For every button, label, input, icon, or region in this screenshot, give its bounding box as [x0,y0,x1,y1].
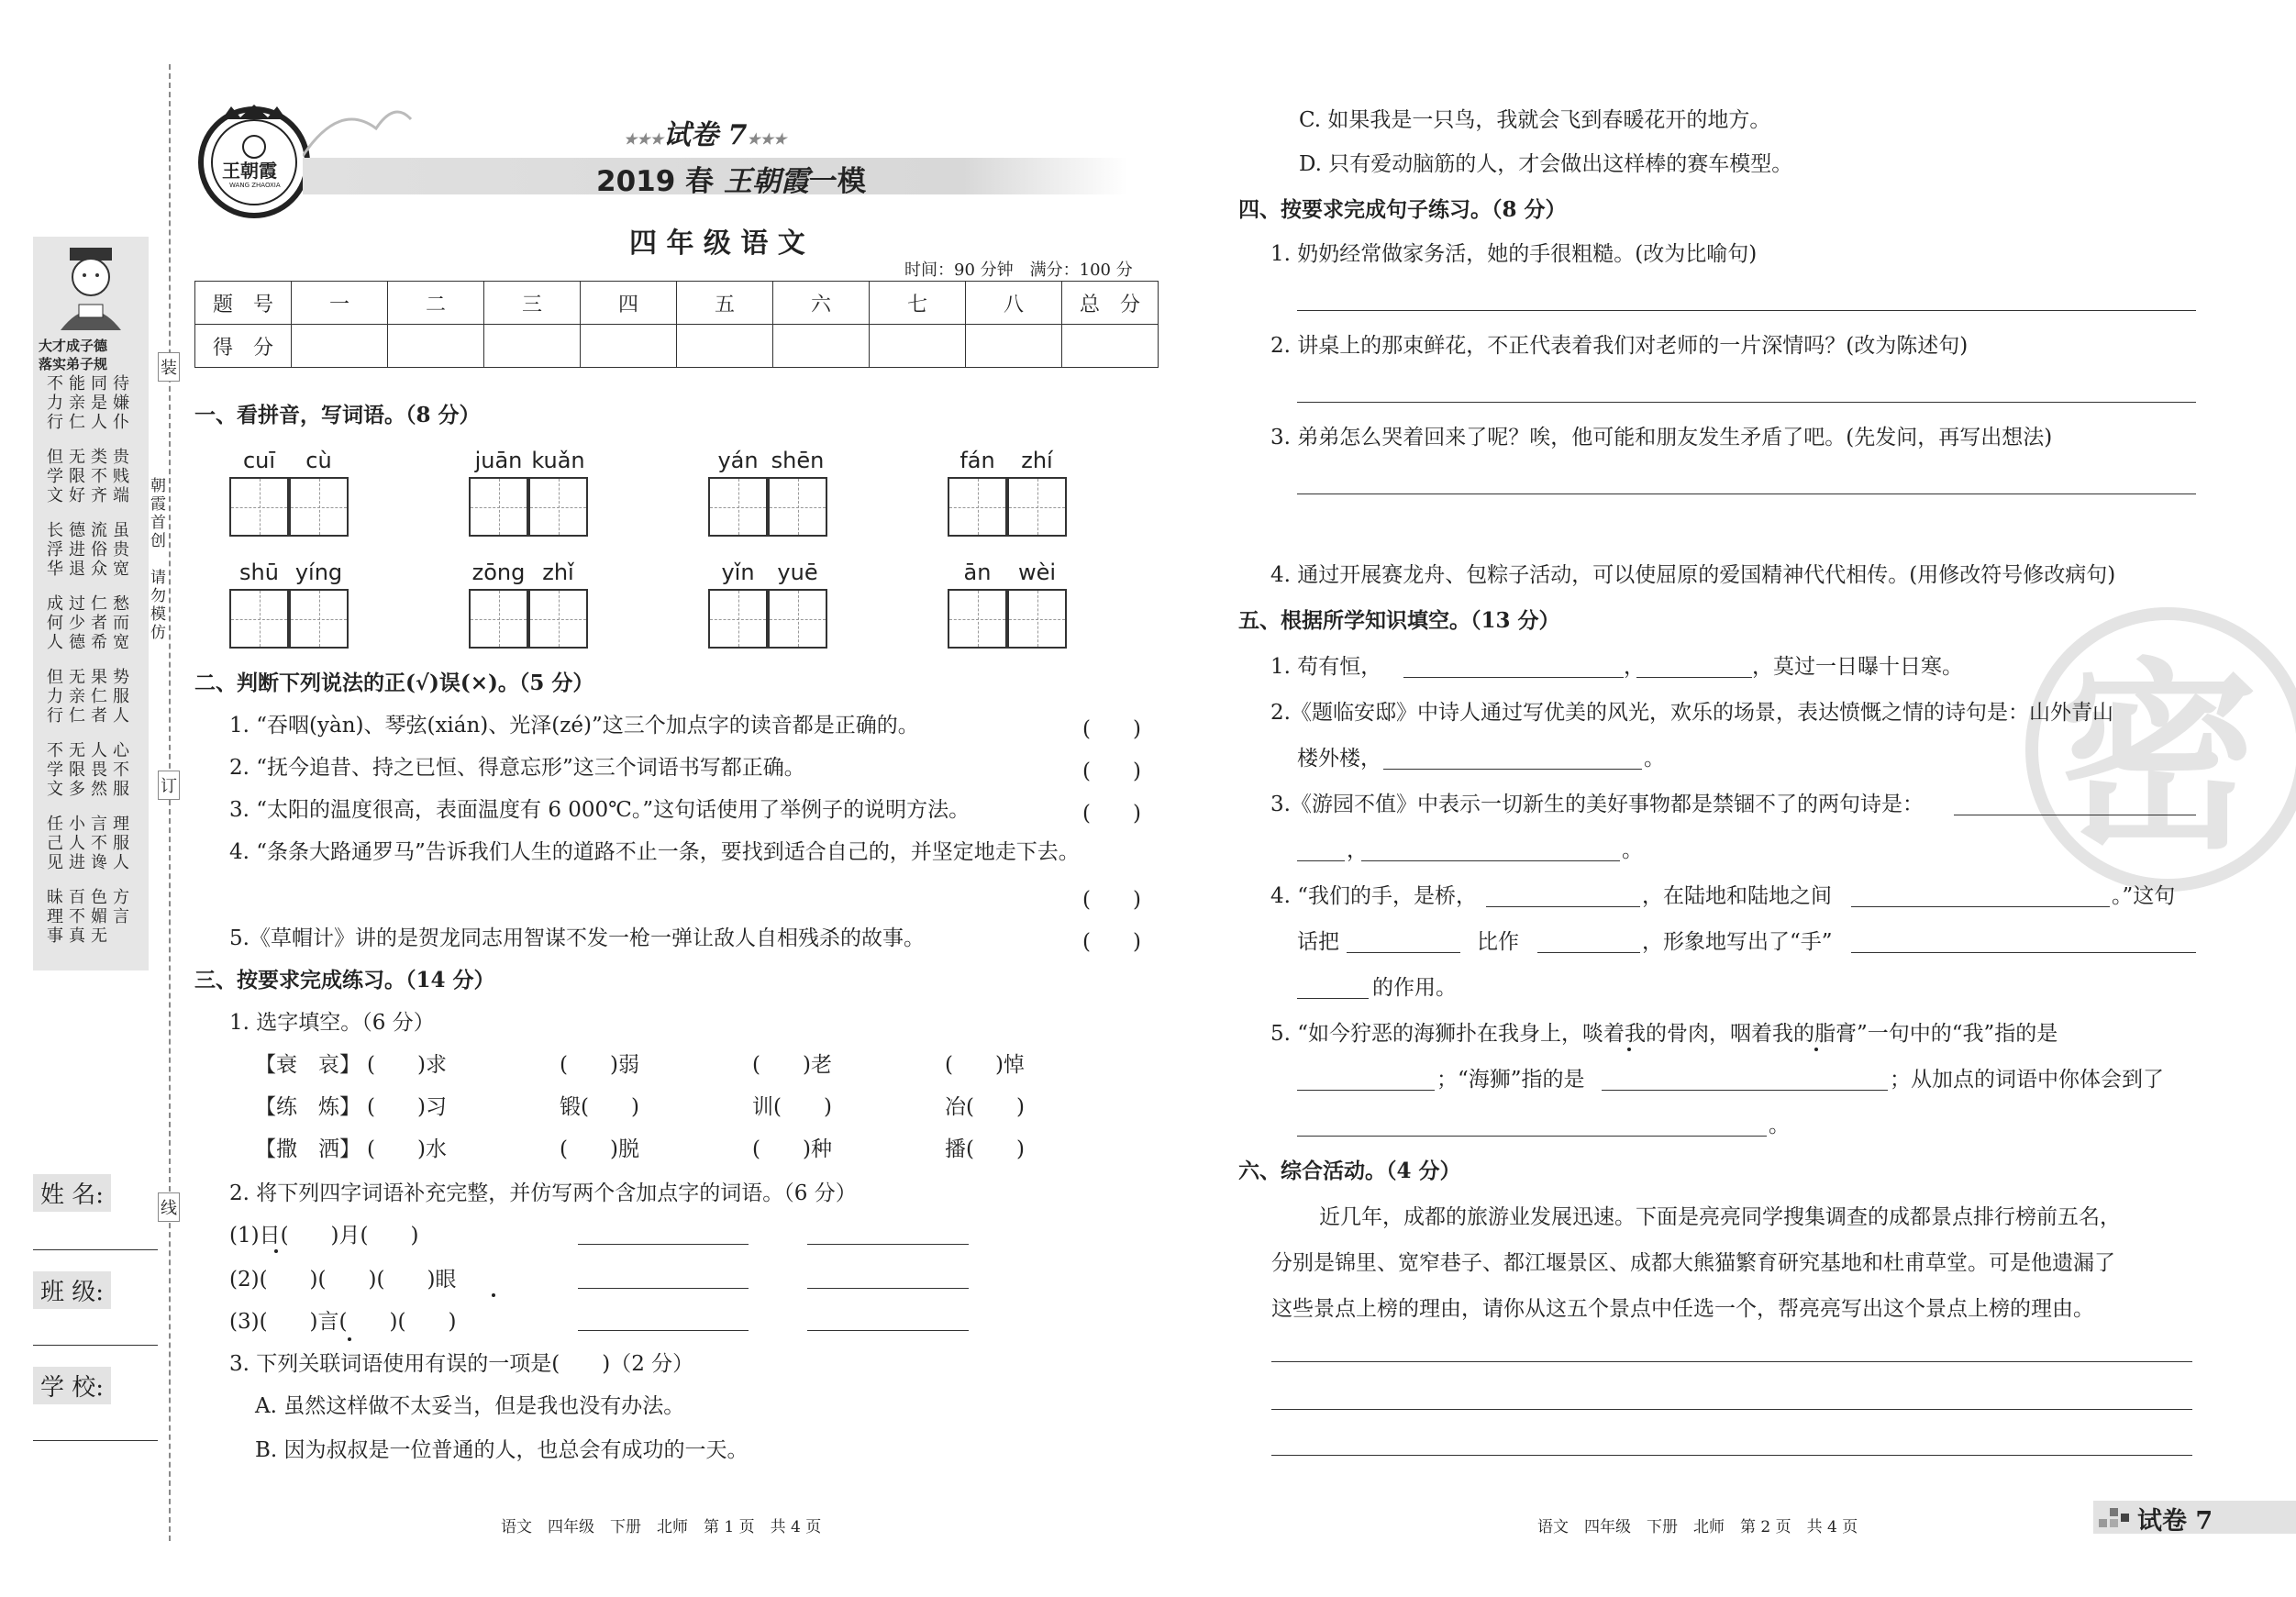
motto-column: 方言 [113,888,129,926]
s5-blank-1a[interactable] [1403,677,1624,678]
motto-column: 心不服 [113,741,129,799]
motto-column: 待嫌仆 [113,374,129,432]
tianzige-box[interactable] [469,589,528,649]
s5-item-3-comma: ， [1347,838,1368,862]
score-cell[interactable] [581,325,677,368]
score-header-cell: 四 [581,282,677,325]
s5-item-5-period: 。 [1769,1114,1790,1137]
s5-item-2-end: 。 [1644,747,1665,771]
score-header-cell: 六 [773,282,870,325]
motto-column: 但力行 [47,668,63,726]
s5-blank-4c[interactable] [1347,952,1460,953]
ribbon-curl [303,92,413,169]
school-label: 学 校: [33,1367,111,1404]
s5-blank-5c[interactable] [1297,1136,1767,1137]
s2-item-3: 3. “太阳的温度很高，表面温度有 6 000℃。”这句话使用了举例子的说明方法。 [229,798,971,822]
s5-blank-4e[interactable] [1851,952,2196,953]
s5-item-2: 2.《题临安邸》中诗人通过写优美的风光，欢乐的场景，表达愤慨之情的诗句是：山外青山 [1270,701,2113,725]
pinyin-label: fán [959,448,995,473]
s6-answer-line-1[interactable] [1271,1361,2192,1362]
score-header-cell: 三 [484,282,581,325]
s2-answer-4[interactable]: ( ) [1082,888,1141,912]
motto-column: 色媚无 [91,888,107,946]
motto-column: 理服人 [113,815,129,872]
s3-q2-blank-3a[interactable] [578,1330,749,1331]
motto-column: 言不谗 [91,815,107,872]
score-cell[interactable] [388,325,484,368]
s5-blank-4a[interactable] [1486,906,1640,907]
emphasis-dot [348,1337,351,1341]
score-table [194,281,1159,368]
s4-item-1: 1. 奶奶经常做家务活，她的手很粗糙。(改为比喻句) [1270,242,1758,266]
s2-item-5: 5.《草帽计》讲的是贺龙同志用智谋不发一枪一弹让敌人自相残杀的故事。 [229,926,925,950]
s4-item-3: 3. 弟弟怎么哭着回来了呢？唉，他可能和朋友发生矛盾了吧。(先发问，再写出想法) [1270,426,2053,449]
name-label: 姓 名: [33,1174,111,1212]
watermark: 密 [2025,607,2296,892]
s5-item-1-end: ，莫过一日曝十日寒。 [1752,655,1963,679]
pinyin-label: wèi [1017,560,1057,585]
corner-tag: 试卷 7 [2137,1507,2213,1536]
tianzige-box[interactable] [289,477,349,537]
s3-q3-option-b: B. 因为叔叔是一位普通的人，也总会有成功的一天。 [255,1438,749,1462]
score-header-cell: 二 [388,282,484,325]
score-cell[interactable] [1062,325,1159,368]
score-row-label: 得 分 [195,325,292,368]
score-header-cell: 一 [292,282,388,325]
s5-item-4-start: 4. “我们的手，是桥， [1270,884,1478,908]
tianzige-box[interactable] [948,589,1007,649]
tianzige-box[interactable] [528,477,588,537]
motto-column: 类不齐 [91,448,107,505]
s3-fill-blank[interactable]: ( )求 [367,1053,447,1077]
score-cell[interactable] [870,325,966,368]
s5-item-1-comma: ， [1624,655,1645,679]
s2-answer-1[interactable]: ( ) [1082,717,1141,741]
s5-blank-4d[interactable] [1537,952,1640,953]
tianzige-box[interactable] [289,589,349,649]
footer-left: 语文 四年级 下册 北师 第 1 页 共 4 页 [501,1518,822,1536]
s5-item-5: 5. “如今狞恶的海狮扑在我身上，啖着我的骨肉，咽着我的脂膏”一句中的“我”指的是 [1270,1022,2058,1046]
logo-subtext: WANG ZHAOXIA [229,182,281,189]
s5-blank-4f[interactable] [1297,998,1369,999]
s2-answer-3[interactable]: ( ) [1082,802,1141,826]
emphasis-dot [492,1293,495,1297]
pinyin-label: yíng [294,560,343,585]
class-label: 班 级: [33,1271,111,1309]
s5-item-3-end: 。 [1622,838,1643,862]
s2-item-2: 2. “抚今追昔、持之已恒、得意忘形”这三个词语书写都正确。 [229,756,805,780]
motto-column: 但学文 [47,448,63,505]
tianzige-box[interactable] [528,589,588,649]
s3-fill-blank[interactable]: ( )水 [367,1137,447,1161]
motto-column: 昧理事 [47,888,63,946]
s5-item-5-end: ；从加点的词语中你体会到了 [1890,1068,2164,1092]
score-cell[interactable] [677,325,773,368]
s3-char-pair: 【衰 哀】 [255,1053,360,1077]
pinyin-label: yuē [777,560,818,585]
s5-item-5-mid: ；“海狮”指的是 [1436,1068,1585,1092]
tianzige-box[interactable] [229,589,289,649]
pinyin-label: shēn [771,448,825,473]
s3-fill-blank[interactable]: ( )习 [367,1095,447,1119]
pinyin-label: shū [239,560,279,585]
slogan-1: 大才成子德 [39,338,108,354]
motto-column: 不学文 [47,741,63,799]
score-cell[interactable] [484,325,581,368]
tianzige-box[interactable] [469,477,528,537]
binding-line [169,64,171,1541]
s6-answer-line-3[interactable] [1271,1455,2192,1456]
pinyin-label: juān [474,448,523,473]
s3-q2-item-2: (2)( )( )( )眼 [229,1268,457,1292]
brand-logo [194,103,314,222]
motto-column: 贵贱端 [113,448,129,505]
pinyin-label: ān [963,560,992,585]
s5-item-4-end: 。”这句 [2112,884,2176,908]
emphasis-dot [274,1249,278,1253]
s5-blank-3b[interactable] [1297,860,1345,861]
motto-column: 长浮华 [47,521,63,579]
motto-column: 小人进 [69,815,85,872]
motto-column: 无限好 [69,448,85,505]
s3-q1: 1. 选字填空。（6 分） [229,1011,435,1035]
s3-q2-blank-2b[interactable] [807,1288,969,1289]
school-line[interactable] [33,1440,158,1441]
s3-fill-blank[interactable]: ( )脱 [560,1137,639,1161]
score-cell[interactable] [966,325,1062,368]
motto-column: 人畏然 [91,741,107,799]
motto-column: 愁而宽 [113,594,129,652]
s3-fill-blank[interactable]: 锻( ) [560,1095,639,1119]
motto-column: 百不真 [69,888,85,946]
s3-q2-blank-1a[interactable] [578,1244,749,1245]
pinyin-label: zōng [471,560,526,585]
score-cell[interactable] [773,325,870,368]
tianzige-box[interactable] [229,477,289,537]
pinyin-label: yǐn [721,560,755,585]
s3-char-pair: 【撒 洒】 [255,1137,360,1161]
notice-2: 请勿模仿 [150,569,166,642]
s3-fill-blank[interactable]: ( )种 [752,1137,832,1161]
s3-q2-item-1: (1)日( )月( ) [229,1224,419,1248]
emphasis-dot [1814,1048,1818,1051]
corner-squares [2099,1508,2137,1534]
s5-item-4-line2-c: ，形象地写出了“手” [1642,930,1833,954]
s3-fill-blank[interactable]: 冶( ) [945,1095,1025,1119]
s3-q3-option-d: D. 只有爱动脑筋的人，才会做出这样棒的赛车模型。 [1299,152,1793,176]
s3-char-pair: 【练 炼】 [255,1095,360,1119]
s2-answer-5[interactable]: ( ) [1082,930,1141,954]
s4-item-2: 2. 讲桌上的那束鲜花，不正代表着我们对老师的一片深情吗？(改为陈述句) [1270,334,1969,358]
s3-title: 三、按要求完成练习。（14 分） [194,968,495,993]
paper-number: ★★★试卷 7★★★ [624,119,787,151]
exam-title: 2019 春 王朝霞一模 [596,165,866,198]
s6-title: 六、综合活动。（4 分） [1238,1159,1461,1183]
tianzige-box[interactable] [708,477,768,537]
pinyin-label: cù [305,448,332,473]
s5-item-2-cont: 楼外楼， [1297,747,1381,771]
pinyin-label: zhǐ [542,560,574,585]
score-header-cell: 五 [677,282,773,325]
time-info: 时间：90 分钟 满分：100 分 [904,261,1133,280]
motto-column: 过少德 [69,594,85,652]
s4-item-4: 4. 通过开展赛龙舟、包粽子活动，可以使屈原的爱国精神代代相传。(用修改符号修改病句) [1270,563,2116,587]
s5-item-4-line3: 的作用。 [1372,976,1457,1000]
tianzige-box[interactable] [768,589,827,649]
s5-item-3: 3.《游园不值》中表示一切新生的美好事物都是禁锢不了的两句诗是： [1270,793,1924,816]
tianzige-box[interactable] [708,589,768,649]
s5-blank-5b[interactable] [1602,1090,1888,1091]
binding-char-1: 装 [158,352,180,382]
motto-column: 虽贵宽 [113,521,129,579]
tianzige-box[interactable] [948,477,1007,537]
tianzige-box[interactable] [1007,477,1067,537]
binding-char-2: 订 [158,771,180,800]
motto-column: 同是人 [91,374,107,432]
pinyin-label: yán [717,448,759,473]
s3-q3-option-c: C. 如果我是一只鸟，我就会飞到春暖花开的地方。 [1299,108,1771,132]
s1-title: 一、看拼音，写词语。（8 分） [194,403,481,427]
s3-fill-blank[interactable]: ( )弱 [560,1053,639,1077]
class-line[interactable] [33,1345,158,1346]
s3-q3-option-a: A. 虽然这样做不太妥当，但是我也没有办法。 [255,1394,685,1418]
motto-column: 成何人 [47,594,63,652]
s4-answer-line-2[interactable] [1297,402,2196,403]
s6-answer-line-2[interactable] [1271,1409,2192,1410]
scholar-figure [42,240,139,332]
s5-item-4-line2-a: 话把 [1297,930,1339,954]
s5-item-4-line2-b: 比作 [1477,930,1519,954]
s3-q2-blank-1b[interactable] [807,1244,969,1245]
s5-blank-3c[interactable] [1361,860,1620,861]
slogan-2: 落实弟子规 [39,356,108,372]
score-header-cell: 总 分 [1062,282,1159,325]
s5-blank-2[interactable] [1383,769,1642,770]
motto-column: 无限多 [69,741,85,799]
emphasis-dot [1627,1048,1631,1051]
tianzige-box[interactable] [1007,589,1067,649]
s3-q2-blank-2a[interactable] [578,1288,749,1289]
s5-blank-5a[interactable] [1297,1090,1435,1091]
pinyin-label: zhí [1021,448,1053,473]
s5-title: 五、根据所学知识填空。（13 分） [1238,608,1560,633]
motto-columns [42,374,143,961]
name-line[interactable] [33,1249,158,1250]
s3-fill-blank[interactable]: ( )悼 [945,1053,1025,1077]
s5-blank-4b[interactable] [1851,906,2110,907]
s3-q3: 3. 下列关联词语使用有误的一项是( )（2 分） [229,1352,694,1376]
s3-q2-item-3: (3)( )言( )( ) [229,1310,457,1334]
score-header-cell: 题 号 [195,282,292,325]
s3-fill-blank[interactable]: 训( ) [752,1095,832,1119]
s6-paragraph-2: 分别是锦里、宽窄巷子、都江堰景区、成都大熊猫繁育研究基地和杜甫草堂。可是他遗漏了 [1271,1251,2115,1275]
s5-item-1-start: 1. 苟有恒， [1270,655,1382,679]
motto-column: 不力行 [47,374,63,432]
pinyin-label: kuǎn [531,448,585,473]
s4-title: 四、按要求完成句子练习。（8 分） [1238,197,1567,222]
binding-char-3: 线 [158,1192,180,1222]
notice-1: 朝霞首创 [150,477,166,550]
s3-fill-blank[interactable]: 播( ) [945,1137,1025,1161]
s4-answer-line-1[interactable] [1297,310,2196,311]
s6-paragraph-3: 这些景点上榜的理由，请你从这五个景点中任选一个，帮亮亮写出这个景点上榜的理由。 [1271,1297,2094,1321]
footer-right: 语文 四年级 下册 北师 第 2 页 共 4 页 [1537,1518,1858,1536]
motto-column: 能亲仁 [69,374,85,432]
motto-column: 势服人 [113,668,129,726]
s6-paragraph-1: 近几年，成都的旅游业发展迅速。下面是亮亮同学搜集调查的成都景点排行榜前五名， [1319,1205,2121,1229]
s5-blank-1b[interactable] [1636,677,1752,678]
motto-column: 仁者希 [91,594,107,652]
score-header-cell: 八 [966,282,1062,325]
s2-item-4: 4. “条条大路通罗马”告诉我们人生的道路不止一条，要找到适合自己的，并坚定地走下去。 [229,840,1080,864]
s3-q2-blank-3b[interactable] [807,1330,969,1331]
subject-title: 四 年 级 语 文 [629,227,805,260]
s3-q2: 2. 将下列四字词语补充完整，并仿写两个含加点字的词语。（6 分） [229,1181,857,1205]
s2-title: 二、判断下列说法的正(√)误(×)。（5 分） [194,671,594,695]
score-cell[interactable] [292,325,388,368]
motto-column: 任己见 [47,815,63,872]
s2-answer-2[interactable]: ( ) [1082,760,1141,783]
logo-text: 王朝霞 [222,160,277,182]
s2-item-1: 1. “吞咽(yàn)、琴弦(xián)、光泽(zé)”这三个加点字的读音都是正确的。 [229,714,919,738]
motto-column: 无亲仁 [69,668,85,726]
s3-fill-blank[interactable]: ( )老 [752,1053,832,1077]
pinyin-label: cuī [242,448,276,473]
score-header-cell: 七 [870,282,966,325]
motto-column: 德进退 [69,521,85,579]
motto-column: 果仁者 [91,668,107,726]
tianzige-box[interactable] [768,477,827,537]
motto-column: 流俗众 [91,521,107,579]
s5-item-4-mid: ，在陆地和陆地之间 [1642,884,1832,908]
